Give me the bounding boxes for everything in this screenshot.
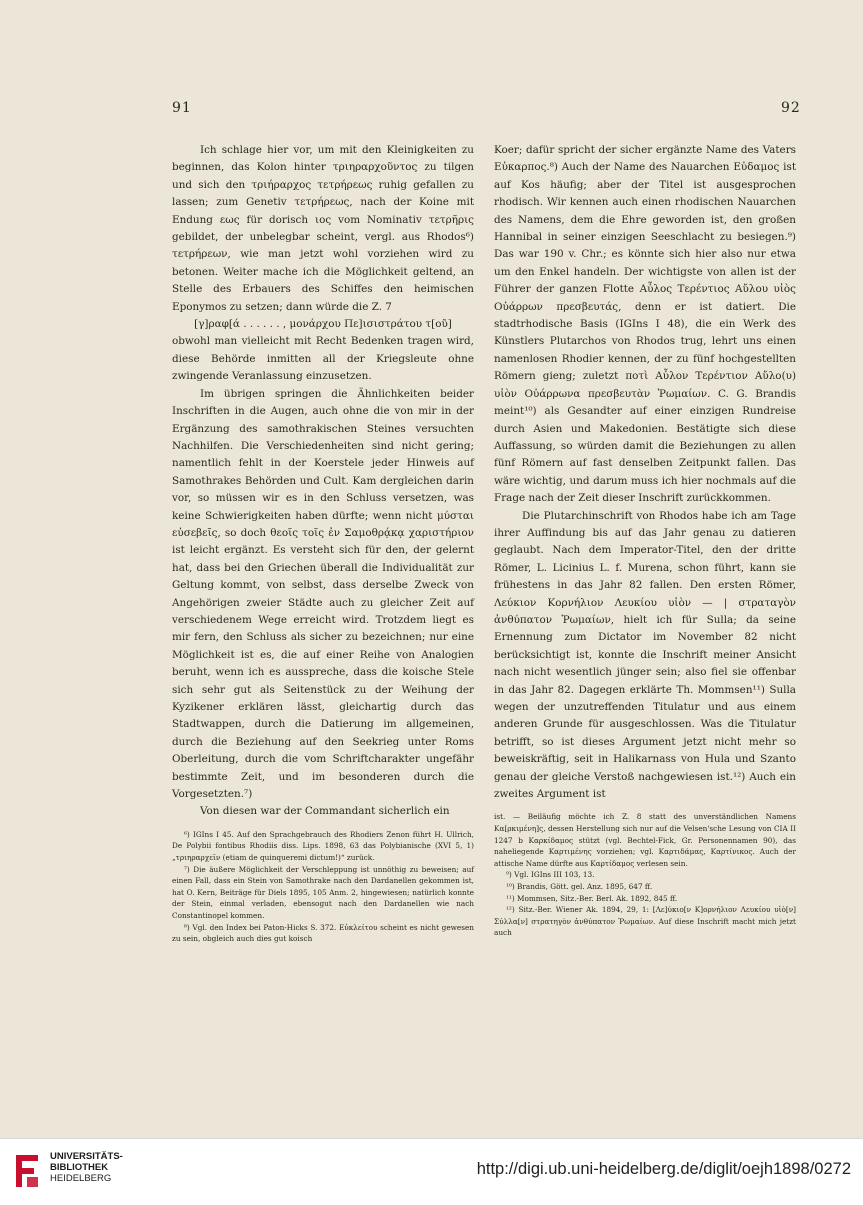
- paragraph: Koer; dafür spricht der sicher ergänzte Name des Vaters Εὐκαρπος.⁸) Auch der Name des Nauarchen Εὐδαμος ist auf Kos häufig; aber der Titel ist ausgesprochen rhodisch. Wir kennen auch einen rhodischen Nauarchen des Namens, dem die Ehre geworden ist, den großen Hannibal in seiner einzigen Seeschlacht zu besiegen.⁹) Das war 190 v. Chr.; es könnte sich hier also nur etwa um den Enkel handeln. Der wichtigste von allen ist der Führer der ganzen Flotte Αὖλος Τερέντιος Αὔλου υἱὸς Οὐάρρων πρεσβευτάς, denn er ist datiert. Die stadtrhodische Basis (IGIns I 48), die ein Werk des Künstlers Plutarchos von Rhodos trug, lehrt uns einen namenlosen Rhodier kennen, der zu fünf hochgestellten Römern gieng; zuletzt ποτὶ Αὖλον Τερέντιον Αὔλο(υ) υἱὸν Οὐάρρωνα πρεσβευτὰν Ῥωμαίων. C. G. Brandis meint¹⁰) als Gesandter auf einer einzigen Rundreise durch Asien und Makedonien. Bestätigte sich diese Auffassung, so würden damit die Beziehungen zu allen fünf Römern auf fast denselben Zeitpunkt fallen. Das wäre wichtig, und darum muss ich hier nochmals auf die Frage nach der Zeit dieser Inschrift zurückkommen.: [494, 144, 796, 505]
- footnote: ⁸) Vgl. den Index bei Paton-Hicks S. 372. Εὐκλείτου scheint es nicht gewesen zu sein, obgleich auch dies gut koisch: [172, 922, 474, 944]
- footnote: ¹²) Sitz.-Ber. Wiener Ak. 1894, 29, 1: [Λε]ύκιο[ν Κ]ορνήλιον Λευκίου υἱὸ[ν] Σύλλα[ν] στρατηγὸν ἀνθύπατον Ῥωμαίων. Auf diese Inschrift macht mich jetzt auch: [494, 905, 796, 938]
- page-number-left: 91: [172, 100, 192, 116]
- footer-bar: [0, 1138, 863, 1205]
- library-name-line: HEIDELBERG: [50, 1173, 112, 1184]
- paragraph: Ich schlage hier vor, um mit den Kleinigkeiten zu beginnen, das Kolon hinter τριηραρχοῦντος zu tilgen und sich den τριήραρχος τετρήρεως ruhig gefallen zu lassen; zum Genetiv τετρήρεως, nach der Koine mit Endung εως für dorisch ιος vom Nominativ τετρῆρις gebildet, der unbelegbar scheint, vergl. aus Rhodos⁶) τετρήρεων, wie man jetzt wohl vorziehen wird zu betonen. Weiter mache ich die Möglichkeit geltend, an Stelle des Erbauers des Schiffes den heimischen Eponymos zu setzen; dann würde die Z. 7: [172, 144, 474, 313]
- footnote: ¹⁰) Brandis, Gött. gel. Anz. 1895, 647 ff.: [506, 882, 653, 891]
- library-name-line: UNIVERSITÄTS-: [50, 1151, 123, 1162]
- footnote: ⁶) IGIns I 45. Auf den Sprachgebrauch des Rhodiers Zenon führt H. Ullrich, De Polybii fontibus Rhodiis diss. Lips. 1898, 63 das Polybianische (XVI 5, 1) „τριηραρχεῖν (etiam de quinqueremi dictum!)“ zurück.: [172, 829, 474, 863]
- library-logo-icon[interactable]: [10, 1149, 44, 1193]
- permalink-url[interactable]: http://digi.ub.uni-heidelberg.de/diglit/oejh1898/0272: [476, 1160, 851, 1178]
- footnote: ¹¹) Mommsen, Sitz.-Ber. Berl. Ak. 1892, 845 ff.: [506, 893, 678, 903]
- library-name: [50, 1151, 123, 1184]
- footnote: ⁷) Die äußere Möglichkeit der Verschleppung ist unnöthig zu beweisen; auf einen Fall, dass ein Stein von Samothrake nach den Dardanellen gekommen ist, hat O. Kern, Beiträge für Diels 1895, 105 Anm. 2, hingewiesen; natürlich konnte der Stein, einmal verladen, ebensogut nach den Dardanellen wie nach Constantinopel kommen.: [172, 864, 474, 920]
- footnotes-left: [172, 829, 474, 945]
- page-number-right: 92: [781, 100, 801, 116]
- right-column: [494, 142, 796, 939]
- paragraph: obwohl man vielleicht mit Recht Bedenken tragen wird, diese Behörde inmitten all der Kriegsleute ohne zwingende Veranlassung einzusetzen.: [172, 335, 474, 383]
- library-name-line: BIBLIOTHEK: [50, 1162, 109, 1173]
- footnote: ist. — Beiläufig möchte ich Z. 8 statt des unverständlichen Namens Κα[ρκιμένη]ς, dessen Herstellung sich nur auf die Velsen'sche Lesung von CIA II 1247 b Καρκίδαμος stützt (vgl. Bechtel-Fick, Gr. Personennamen 90), das naheliegende Καρτιμένης vorziehen; vgl. Καρτιδάμας, Καρτίνικος. Auch der attische Name dürfte aus Καρτίδαμος verlesen sein.: [494, 812, 796, 868]
- footnote: ⁹) Vgl. IGIns III 103, 13.: [506, 870, 595, 880]
- paragraph: Die Plutarchinschrift von Rhodos habe ich am Tage ihrer Auffindung bis auf das Jahr genau zu datieren geglaubt. Nach dem Imperator-Titel, den der dritte Römer, L. Licinius L. f. Murena, schon führt, kann sie frühestens in das Jahr 82 fallen. Den ersten Römer, Λεύκιον Κορνήλιον Λευκίου υἱὸν — | στραταγὸν ἀνθύπατον Ῥωμαίων, hielt ich für Sulla; da seine Ernennung zum Dictator im November 82 nicht berücksichtigt ist, konnte die Inschrift meiner Ansicht nach nicht wesentlich jünger sein; also fiel sie offenbar in das Jahr 82. Dagegen erklärte Th. Mommsen¹¹) Sulla wegen der unzutreffenden Titulatur und aus einem anderen Grunde für ausgeschlossen. Was die Titulatur betrifft, so ist dieses Argument jetzt nicht mehr so beweiskräftig, seit in Halikarnass von Hula und Szanto genau der gleiche Verstoß nachgewiesen ist.¹²) Auch ein zweites Argument ist: [494, 509, 796, 801]
- inscription-line: [γ]ραφ[ά . . . . . . , μονάρχου Πε]ισιστράτου τ[οῦ]: [194, 318, 452, 331]
- footnotes-right: [494, 811, 796, 939]
- left-column: [172, 142, 474, 945]
- paragraph: Von diesen war der Commandant sicherlich ein: [200, 805, 450, 818]
- paragraph: Im übrigen springen die Ähnlichkeiten beider Inschriften in die Augen, auch ohne die von mir in der Ergänzung des samothrakischen Steines versuchten Nachhilfen. Die Verschiedenheiten sind nicht gering; namentlich fehlt in der Koerstele jeder Hinweis auf Samothrakes Behörden und Cult. Kam dergleichen darin vor, so müssen wir es in den Schluss versetzen, was keine Schwierigkeiten haben dürfte; wenn nicht μύσται εὐσεβεῖς, so doch θεοῖς τοῖς ἐν Σαμοθρᾴκᾳ χαριστήριον ist leicht ergänzt. Es versteht sich für den, der gelernt hat, dass bei den Griechen überall die Individualität zur Geltung kommt, von selbst, dass derselbe Zweck von Angehörigen zweier Städte auch zu gleicher Zeit auf verschiedenem Wege erreicht wird. Trotzdem liegt es mir fern, den Schluss als sicher zu bezeichnen; nur eine Möglichkeit ist es, die auf einer Reihe von Analogien beruht, wenn ich es ausspreche, dass die koische Stele sich sehr gut als Seitenstück zu der Weihung der Kyzikener erklären lässt, gleichartig durch das Stadtwappen, durch die Datierung im allgemeinen, durch die Beziehung auf den Seekrieg unter Roms Oberleitung, durch die vom Schriftcharakter ungefähr bestimmte Zeit, und im besonderen durch die Vorgesetzten.⁷): [172, 387, 474, 801]
